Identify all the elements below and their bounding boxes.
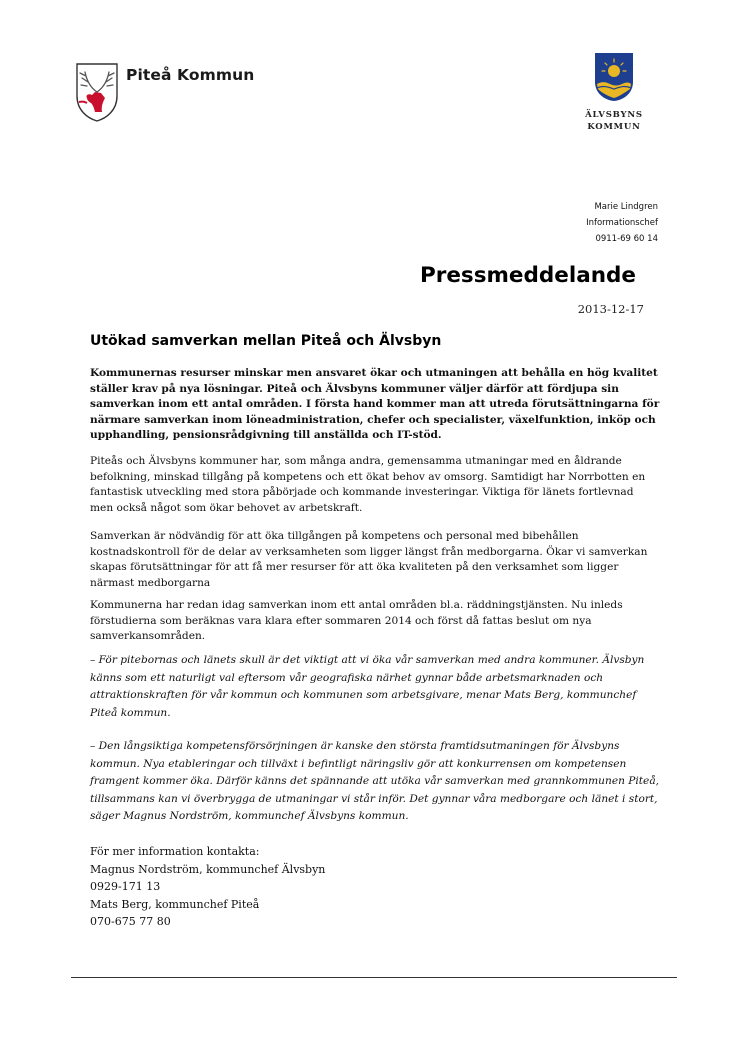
lead-paragraph: Kommunernas resurser minskar men ansvaret ökar och utmaningen att behålla en hög kvalitet ställer krav på nya lösningar. Piteå och Älvsbyns kommuner väljer därför att fördjupa sin samverkan inom ett antal områden. I första hand kommer man att utreda förutsättningarna för närmare samverkan inom löneadministration, chefer och specialister, växelfunktion, inköp och upphandling, pensionsrådgivning till anställda och IT-stöd. (90, 367, 660, 441)
contact-phone: 0911-69 60 14 (595, 234, 658, 244)
document-date: 2013-12-17 (577, 302, 644, 316)
headline: Utökad samverkan mellan Piteå och Älvsbyn (90, 333, 442, 349)
pitea-kommun-name: Piteå Kommun (126, 66, 255, 84)
contact-name: Marie Lindgren (594, 202, 658, 212)
alvsbyns-kommun-logo (580, 52, 670, 136)
more-info-line: Mats Berg, kommunchef Piteå (90, 897, 260, 911)
body-paragraph-1: Piteås och Älvsbyns kommuner har, som många andra, gemensamma utmaningar med en åldrande befolkning, minskad tillgång på kompetens och ett ökat behov av omsorg. Samtidigt har Norrbotten en fantastisk utveckling med stora påbörjade och kommande investeringar. Viktiga för länets fortlevnad men också något som ökar behovet av arbetskraft. (90, 455, 646, 514)
quote-pitea: – För pitebornas och länets skull är det viktigt att vi öka vår samverkan med andra kommuner. Älvsbyn känns som ett naturligt val eftersom vår geografiska närhet gynnar både arbetsmarknaden och attraktionskraften för vår kommun och kommunen som arbetsgivare, menar Mats Berg, kommunchef Piteå kommun. (90, 654, 645, 719)
more-info-line: 0929-171 13 (90, 880, 161, 894)
body-paragraph-2: Samverkan är nödvändig för att öka tillgången på kompetens och personal med bibehållen kostnadskontroll för de delar av verksamheten som ligger längst från medborgarna. Ökar vi samverkan skapas förutsättningar för att få mer resurser för att öka kvaliteten på den verksamhet som ligger närmast medborgarna (90, 530, 648, 589)
contact-block (480, 199, 658, 247)
more-info-line: 070-675 77 80 (90, 915, 171, 929)
more-info-heading: För mer information kontakta: (90, 845, 260, 858)
quote-alvsbyn: – Den långsiktiga kompetensförsörjningen är kanske den största framtidsutmaningen för Älvsbyns kommun. Nya etableringar och tillväxt i befintligt näringsliv gör att konkurrensen om kompetensen framgent kommer öka. Därför känns det spännande att utöka vår samverkan med grannkommunen Piteå, tillsammans kan vi överbrygga de utmaningar vi står inför. Det gynnar våra medborgare och länet i stort, säger Magnus Nordström, kommunchef Älvsbyns kommun. (90, 740, 660, 822)
more-info-block (90, 843, 660, 931)
body-paragraph-3: Kommunerna har redan idag samverkan inom ett antal områden bl.a. räddningstjänsten. Nu inleds förstudierna som beräknas vara klara efter sommaren 2014 och först då fattas beslut om nya samverkansområden. (90, 599, 623, 642)
alvsbyns-name-line2: KOMMUN (587, 122, 641, 132)
footer-rule (71, 977, 677, 978)
alvsbyn-crest-icon (594, 52, 634, 102)
pitea-kommun-logo (75, 62, 275, 126)
contact-title: Informationschef (586, 218, 658, 228)
pitea-shield-icon (75, 62, 119, 122)
document-type: Pressmeddelande (419, 263, 636, 288)
more-info-line: Magnus Nordström, kommunchef Älvsbyn (90, 862, 326, 876)
alvsbyns-name-line1: ÄLVSBYNS (585, 110, 643, 120)
